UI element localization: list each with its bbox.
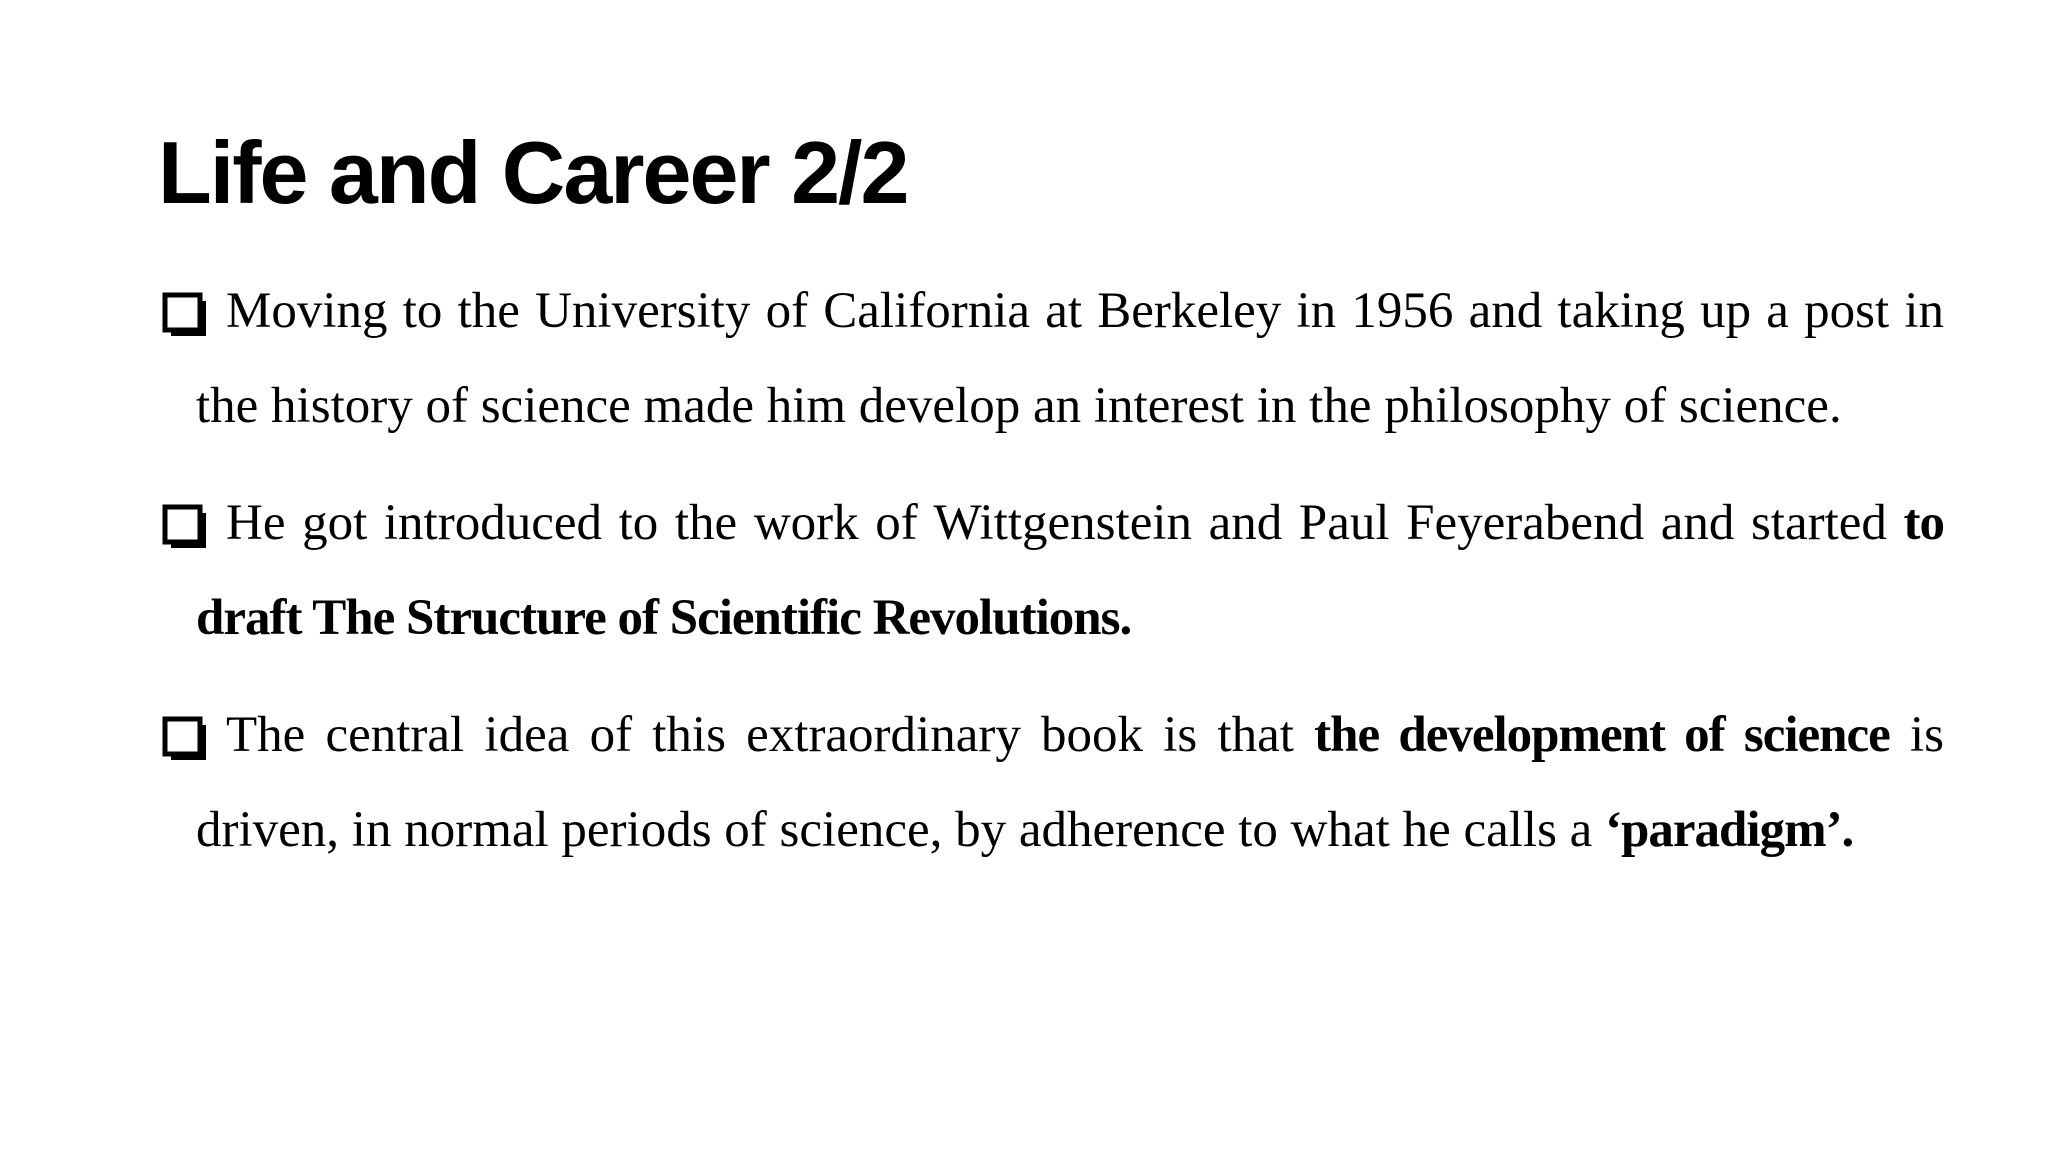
bullet-text-2: He got introduced to the work of Wittgenstein and Paul Feyerabend and started bbox=[226, 495, 1904, 551]
bullet-item-2 bbox=[160, 476, 1944, 666]
hollow-square-shadow-icon bbox=[162, 504, 210, 552]
bullet-emphasis-3a: the development of science bbox=[1314, 707, 1890, 763]
hollow-square-shadow-icon bbox=[162, 716, 210, 764]
bullet-text-3a: The central idea of this extraordinary book is that bbox=[226, 707, 1315, 763]
bullet-list bbox=[160, 264, 1944, 900]
slide-title: Life and Career 2/2 bbox=[158, 123, 908, 222]
bullet-text-3b: is driven, in normal periods of science, by adherence to what he calls a bbox=[196, 707, 1944, 858]
bullet-item-3 bbox=[160, 688, 1944, 878]
bullet-text-1: Moving to the University of California at Berkeley in 1956 and taking up a post in the history of science made him develop an interest in the philosophy of science. bbox=[196, 283, 1944, 434]
bullet-item-1 bbox=[160, 264, 1944, 454]
hollow-square-shadow-icon bbox=[162, 292, 210, 340]
bullet-emphasis-2: to draft The Structure of Scientific Revolutions. bbox=[196, 495, 1944, 646]
bullet-emphasis-3b: ‘paradigm’. bbox=[1605, 802, 1854, 858]
